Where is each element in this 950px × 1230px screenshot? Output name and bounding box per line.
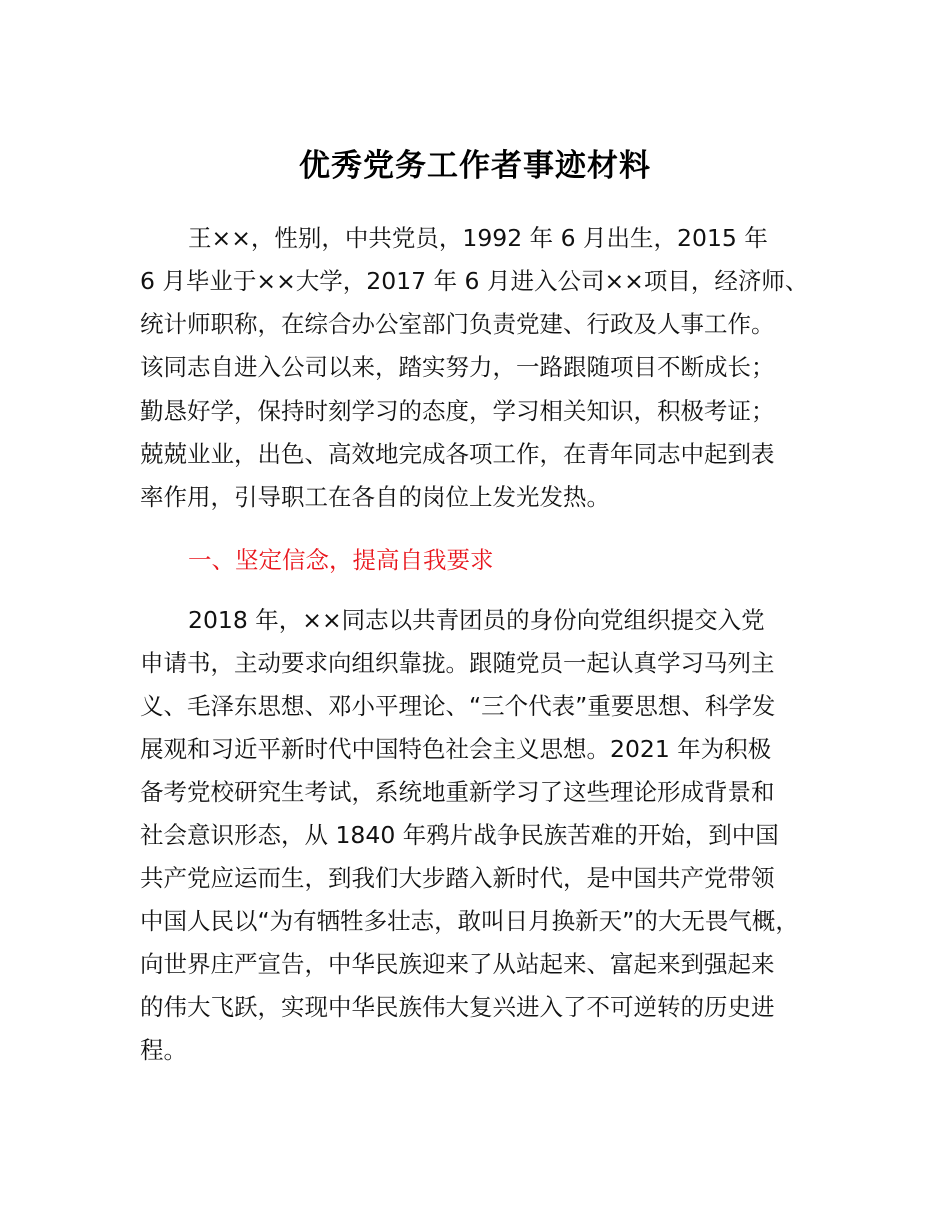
- paragraph-line: 率作用，引导职工在各自的岗位上发光发热。: [140, 483, 610, 511]
- paragraph-line: 勤恳好学，保持时刻学习的态度，学习相关知识，积极考证；: [140, 397, 775, 425]
- paragraph-line: 共产党应运而生，到我们大步踏入新时代，是中国共产党带领: [140, 864, 775, 892]
- paragraph-line: 义、毛泽东思想、邓小平理论、“三个代表”重要思想、科学发: [140, 692, 776, 720]
- paragraph-line: 统计师职称，在综合办公室部门负责党建、行政及人事工作。: [140, 310, 775, 338]
- paragraph-line: 6 月毕业于××大学，2017 年 6 月进入公司××项目，经济师、: [140, 267, 809, 295]
- paragraph-line: 的伟大飞跃，实现中华民族伟大复兴进入了不可逆转的历史进: [140, 993, 775, 1021]
- paragraph-line: 该同志自进入公司以来，踏实努力，一路跟随项目不断成长；: [140, 353, 775, 381]
- paragraph-line: 2018 年，××同志以共青团员的身份向党组织提交入党: [188, 606, 765, 634]
- paragraph-line: 展观和习近平新时代中国特色社会主义思想。2021 年为积极: [140, 735, 772, 763]
- section-heading: 一、坚定信念，提高自我要求: [188, 546, 494, 574]
- paragraph-line: 向世界庄严宣告，中华民族迎来了从站起来、富起来到强起来: [140, 950, 775, 978]
- paragraph-line: 兢兢业业，出色、高效地完成各项工作，在青年同志中起到表: [140, 440, 775, 468]
- paragraph-line: 备考党校研究生考试，系统地重新学习了这些理论形成背景和: [140, 778, 775, 806]
- paragraph-line: 王××，性别，中共党员，1992 年 6 月出生，2015 年: [188, 224, 768, 252]
- paragraph-line: 申请书，主动要求向组织靠拢。跟随党员一起认真学习马列主: [140, 649, 775, 677]
- document-title: 优秀党务工作者事迹材料: [299, 148, 651, 184]
- paragraph-line: 社会意识形态，从 1840 年鸦片战争民族苦难的开始，到中国: [140, 821, 779, 849]
- paragraph-line: 中国人民以“为有牺牲多壮志，敢叫日月换新天”的大无畏气概，: [140, 907, 799, 935]
- paragraph-line: 程。: [140, 1036, 187, 1064]
